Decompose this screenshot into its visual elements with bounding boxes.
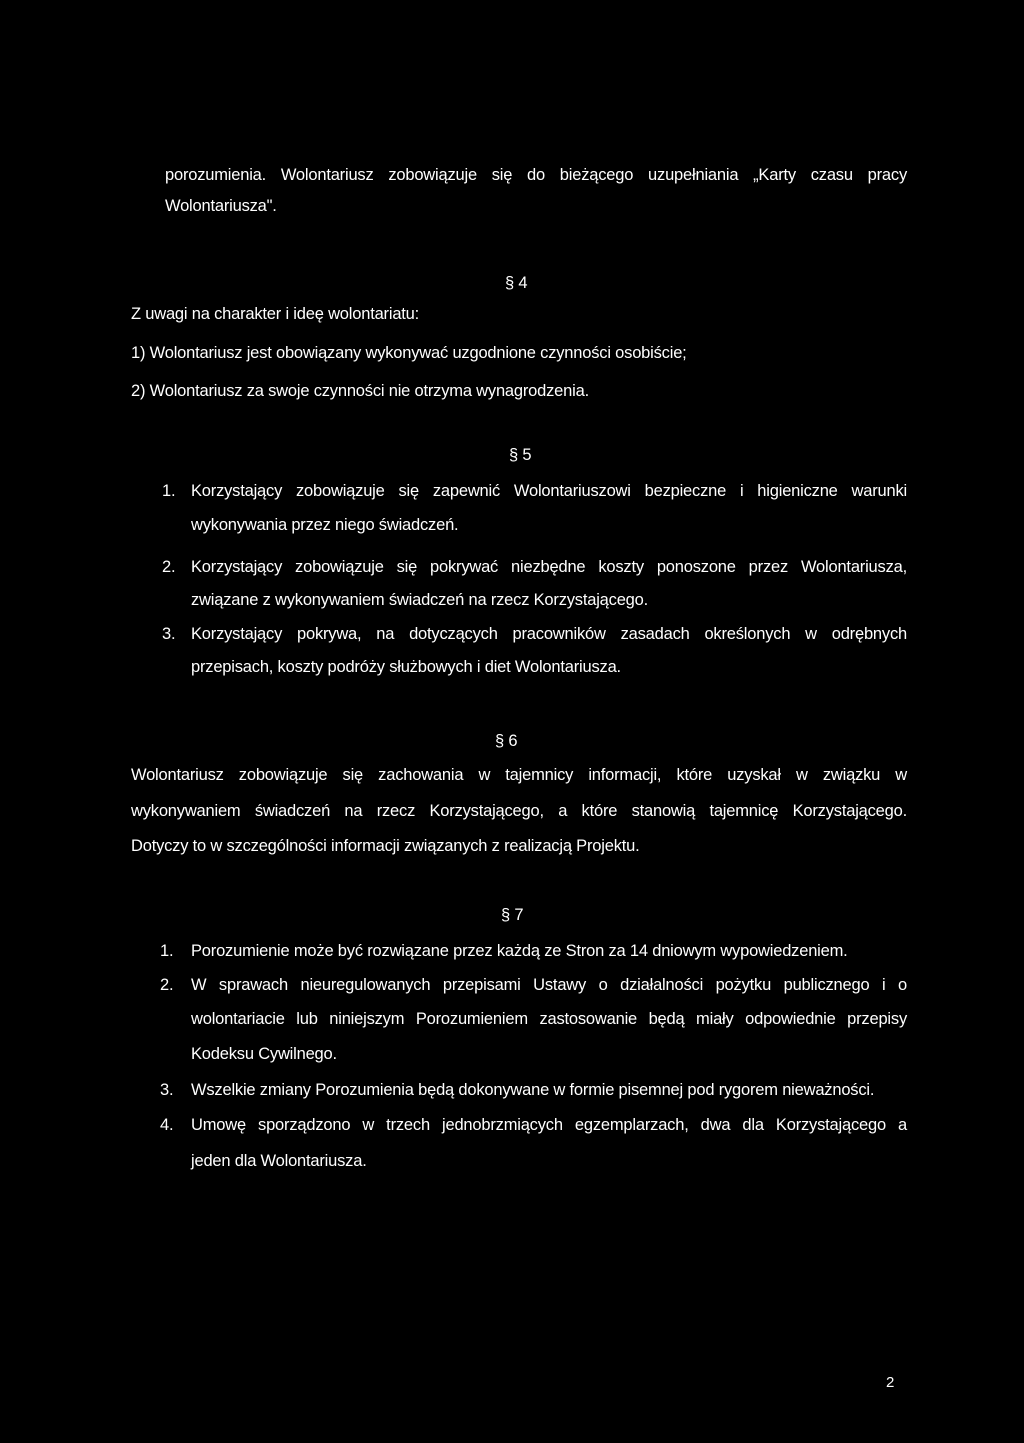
section-7-item-2-number: 2.	[160, 976, 174, 994]
section-7-item-2-line-3: Kodeksu Cywilnego.	[191, 1045, 337, 1063]
section-5-item-3-line-1: Korzystający pokrywa, na dotyczących pracowników zasadach określonych w odrębnych	[191, 625, 907, 643]
section-7-item-1-line-1: Porozumienie może być rozwiązane przez każdą ze Stron za 14 dniowym wypowiedzeniem.	[191, 942, 848, 960]
section-5-item-3-number: 3.	[162, 625, 176, 643]
section-7-heading: § 7	[501, 906, 524, 924]
section-5-item-3-line-2: przepisach, koszty podróży służbowych i diet Wolontariusza.	[191, 658, 621, 676]
section-5-item-1-number: 1.	[162, 482, 176, 500]
section-5-item-2-line-2: związane z wykonywaniem świadczeń na rzecz Korzystającego.	[191, 591, 649, 609]
section-4-item-1: 1) Wolontariusz jest obowiązany wykonywać uzgodnione czynności osobiście;	[131, 344, 687, 362]
section-7-item-3-number: 3.	[160, 1081, 174, 1099]
section-7-item-3-line-1: Wszelkie zmiany Porozumienia będą dokonywane w formie pisemnej pod rygorem nieważności.	[191, 1081, 875, 1099]
section-7-item-1-number: 1.	[160, 942, 174, 960]
section-6-line-1: Wolontariusz zobowiązuje się zachowania w tajemnicy informacji, które uzyskał w związku w	[131, 766, 907, 784]
section-7-item-2-line-1: W sprawach nieuregulowanych przepisami Ustawy o działalności pożytku publicznego i o	[191, 976, 907, 994]
section-6-line-2: wykonywaniem świadczeń na rzecz Korzystającego, a które stanowią tajemnicę Korzystającego.	[131, 802, 907, 820]
section-5-item-2-number: 2.	[162, 558, 176, 576]
section-4-lead: Z uwagi na charakter i ideę wolontariatu:	[131, 305, 420, 323]
section-4-heading: § 4	[505, 274, 528, 292]
section-4-item-2: 2) Wolontariusz za swoje czynności nie otrzyma wynagrodzenia.	[131, 382, 589, 400]
intro-line-2: Wolontariusza".	[165, 197, 277, 215]
section-7-item-4-line-1: Umowę sporządzono w trzech jednobrzmiących egzemplarzach, dwa dla Korzystającego a	[191, 1116, 907, 1134]
intro-line-1: porozumienia. Wolontariusz zobowiązuje się do bieżącego uzupełniania „Karty czasu pracy	[165, 166, 907, 184]
section-5-heading: § 5	[509, 446, 532, 464]
section-5-item-1-line-2: wykonywania przez niego świadczeń.	[191, 516, 459, 534]
page-number: 2	[886, 1374, 895, 1391]
section-6-heading: § 6	[495, 732, 518, 750]
section-7-item-2-line-2: wolontariacie lub niniejszym Porozumieniem zastosowanie będą miały odpowiednie przepisy	[191, 1010, 907, 1028]
section-7-item-4-number: 4.	[160, 1116, 174, 1134]
section-5-item-1-line-1: Korzystający zobowiązuje się zapewnić Wolontariuszowi bezpieczne i higieniczne warunki	[191, 482, 907, 500]
section-7-item-4-line-2: jeden dla Wolontariusza.	[191, 1152, 367, 1170]
section-5-item-2-line-1: Korzystający zobowiązuje się pokrywać niezbędne koszty ponoszone przez Wolontariusza,	[191, 558, 907, 576]
section-6-line-3: Dotyczy to w szczególności informacji związanych z realizacją Projektu.	[131, 837, 640, 855]
